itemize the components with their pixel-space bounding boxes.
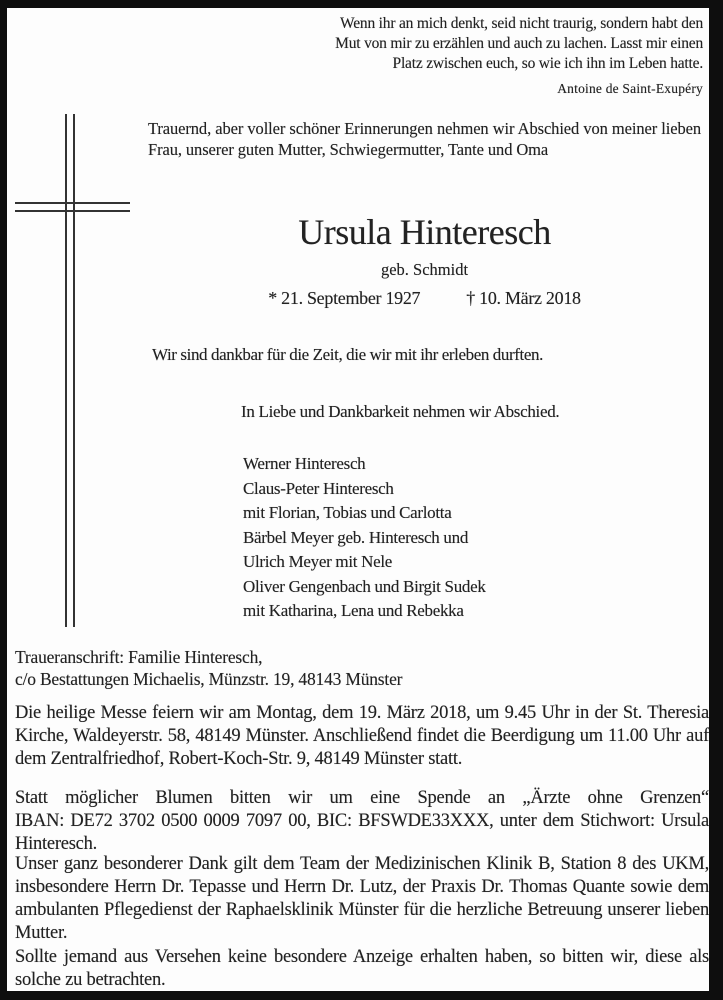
donation-line: Statt möglicher Blumen bitten wir um eine Spende an „Ärzte ohne Grenzen“ <box>15 788 709 808</box>
mourner-group <box>243 477 486 526</box>
gratitude-line: Wir sind dankbar für die Zeit, die wir mit ihr erleben durften. <box>152 345 543 364</box>
condolence-address <box>15 646 402 690</box>
address-line: Traueranschrift: Familie Hinteresch, <box>15 647 263 667</box>
mourner-group <box>243 526 486 575</box>
thanks-info: Unser ganz besonderer Dank gilt dem Team der Medizinischen Klinik B, Station 8 des UKM, insbesondere Herrn Dr. Tepasse und Herrn Dr. Lutz, der Praxis Dr. Thomas Quante sowie dem ambulanten Pflegedienst der Raphaelsklinik Münster für die herzliche Betreuung unserer lieben Mutter. <box>15 854 709 943</box>
quote-line: Wenn ihr an mich denkt, seid nicht traurig, sondern habt den <box>340 15 703 32</box>
mourner-group <box>243 452 486 477</box>
quote-attribution: Antoine de Saint-Exupéry <box>557 81 703 96</box>
mourner-name: Claus-Peter Hinteresch <box>243 478 394 498</box>
maiden-name: geb. Schmidt <box>380 260 469 279</box>
notice-info: Sollte jemand aus Versehen keine besondere Anzeige erhalten haben, so bitten wir, diese als solche zu betrachten. <box>15 947 709 990</box>
donation-rest: IBAN: DE72 3702 0500 0009 7097 00, BIC: BFSWDE33XXX, unter dem Stichwort: Ursula Hinteresch. <box>15 811 709 854</box>
mourner-name: Bärbel Meyer geb. Hinteresch und <box>243 527 469 547</box>
mourner-name: Oliver Gengenbach und Birgit Sudek <box>243 576 486 596</box>
intro-text: Trauernd, aber voller schöner Erinnerungen nehmen wir Abschied von meiner lieben Frau, unserer guten Mutter, Schwiegermutter, Tante und Oma <box>148 119 701 159</box>
farewell-line: In Liebe und Dankbarkeit nehmen wir Abschied. <box>241 402 560 421</box>
cross-horizontal-bar <box>15 202 130 212</box>
mourner-name: Werner Hinteresch <box>243 454 366 473</box>
address-line: c/o Bestattungen Michaelis, Münzstr. 19, 48143 Münster <box>15 669 403 689</box>
service-info: Die heilige Messe feiern wir am Montag, dem 19. März 2018, um 9.45 Uhr in der St. Theresia Kirche, Waldeyerstr. 58, 48149 Münster. Anschließend findet die Beerdigung um 11.00 Uhr auf dem Zentralfriedhof, Robert-Koch-Str. 9, 48149 Münster statt. <box>15 703 709 769</box>
quote-line: Mut von mir zu erzählen und auch zu lachen. Lasst mir einen <box>335 35 703 52</box>
mourner-children: mit Florian, Tobias und Carlotta <box>243 503 452 522</box>
deceased-name: Ursula Hinteresch <box>298 212 551 252</box>
quote-line: Platz zwischen euch, so wie ich ihn im Leben hatte. <box>392 55 703 72</box>
mourner-children: mit Katharina, Lena und Rebekka <box>243 601 464 620</box>
birth-date: * 21. September 1927 <box>268 288 421 308</box>
mourner-group <box>243 575 486 624</box>
life-dates <box>148 288 701 309</box>
mourners-list <box>243 452 486 624</box>
obituary-page <box>7 8 709 991</box>
mourner-children: Ulrich Meyer mit Nele <box>243 552 393 571</box>
death-date: † 10. März 2018 <box>466 288 581 308</box>
memorial-quote <box>263 14 703 99</box>
cross-vertical-bar <box>65 114 75 627</box>
donation-info <box>15 787 709 856</box>
